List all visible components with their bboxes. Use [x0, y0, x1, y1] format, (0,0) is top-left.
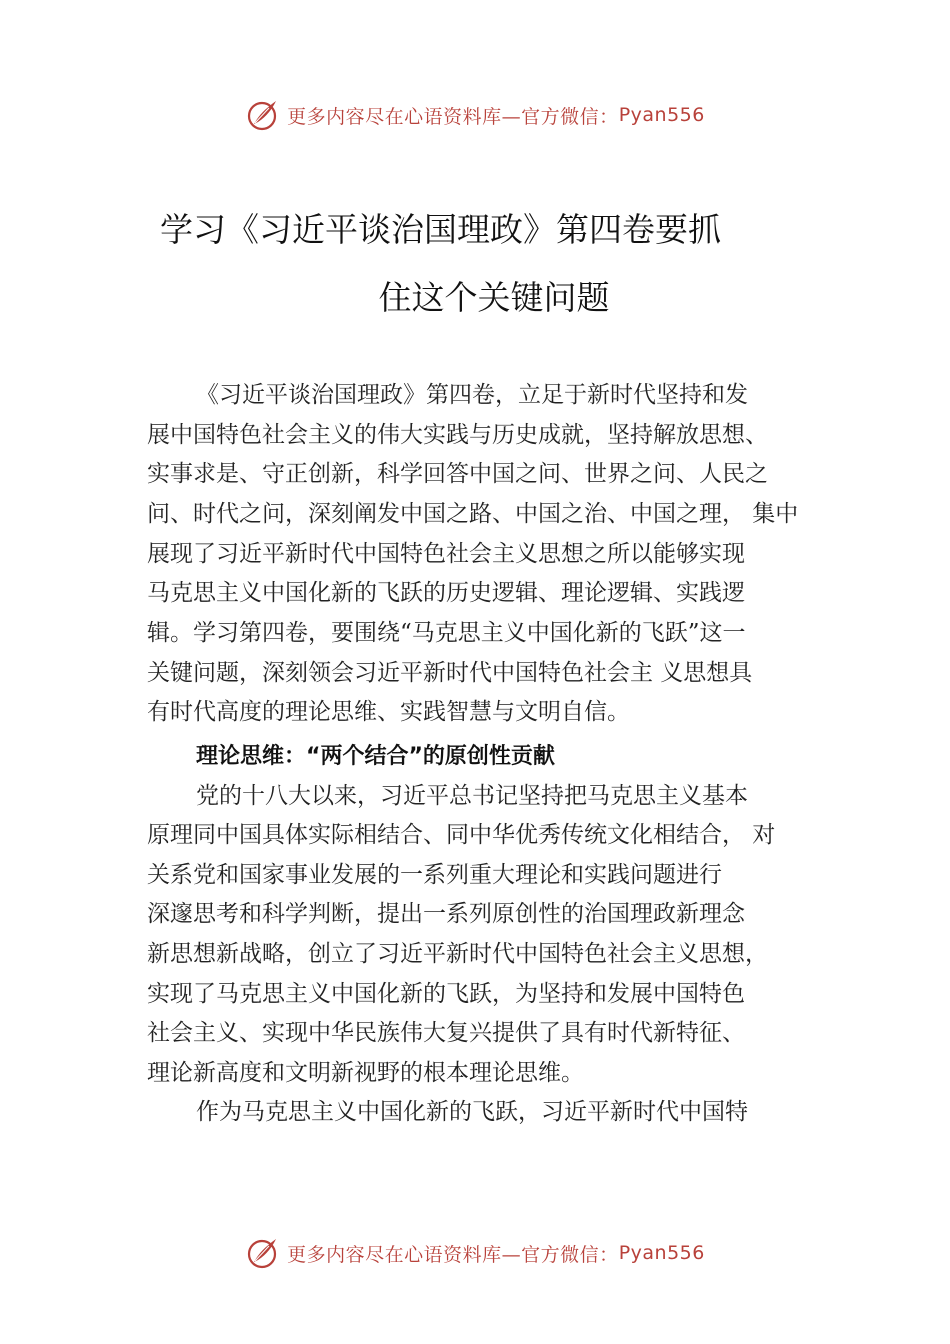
- footer-banner: [0, 1233, 950, 1273]
- paragraph-1-line: 问、时代之问，深刻阐发中国之路、中国之治、中国之理， 集中: [147, 501, 799, 527]
- paragraph-1-line: 有时代高度的理论思维、实践智慧与文明自信。: [147, 699, 630, 725]
- paragraph-1-line: 辑。学习第四卷，要围绕“马克思主义中国化新的飞跃”这一: [147, 620, 746, 646]
- header-banner: [0, 95, 950, 135]
- paragraph-3-line: 作为马克思主义中国化新的飞跃，习近平新时代中国特: [196, 1099, 748, 1125]
- section-heading: 理论思维：“两个结合”的原创性贡献: [196, 744, 555, 769]
- paragraph-2-line: 新思想新战略，创立了习近平新时代中国特色社会主义思想，: [147, 941, 768, 967]
- paragraph-1-line: 展现了习近平新时代中国特色社会主义思想之所以能够实现: [147, 541, 745, 567]
- banner-wechat-id: Pyan556: [618, 1242, 705, 1264]
- banner-text: 更多内容尽在心语资料库—: [287, 105, 522, 128]
- paragraph-1-line: 关键问题，深刻领会习近平新时代中国特色社会主 义思想具: [147, 660, 753, 686]
- banner-wechat-label: 官方微信：: [521, 105, 619, 128]
- document-title-line-2: 住这个关键问题: [378, 278, 610, 317]
- banner-wechat-label: 官方微信：: [521, 1243, 619, 1266]
- document-title-line-1: 学习《习近平谈治国理政》第四卷要抓: [160, 210, 721, 249]
- paragraph-1-line: 马克思主义中国化新的飞跃的历史逻辑、理论逻辑、实践逻: [147, 580, 745, 606]
- banner-wechat-id: Pyan556: [618, 104, 705, 126]
- paragraph-2-line: 党的十八大以来，习近平总书记坚持把马克思主义基本: [196, 783, 748, 809]
- paragraph-1-line: 《习近平谈治国理政》第四卷，立足于新时代坚持和发: [196, 382, 748, 408]
- paragraph-1-line: 实事求是、守正创新，科学回答中国之问、世界之问、人民之: [147, 461, 768, 487]
- feather-pen-logo-icon: [245, 1235, 281, 1271]
- banner-text: 更多内容尽在心语资料库—: [287, 1243, 522, 1266]
- paragraph-2-line: 原理同中国具体实际相结合、同中华优秀传统文化相结合， 对: [147, 822, 776, 848]
- paragraph-2-line: 深邃思考和科学判断，提出一系列原创性的治国理政新理念: [147, 901, 745, 927]
- paragraph-2-line: 社会主义、实现中华民族伟大复兴提供了具有时代新特征、: [147, 1020, 745, 1046]
- paragraph-2-line: 实现了马克思主义中国化新的飞跃，为坚持和发展中国特色: [147, 981, 745, 1007]
- paragraph-2-line: 理论新高度和文明新视野的根本理论思维。: [147, 1060, 584, 1086]
- paragraph-1-line: 展中国特色社会主义的伟大实践与历史成就，坚持解放思想、: [147, 422, 768, 448]
- feather-pen-logo-icon: [245, 97, 281, 133]
- paragraph-2-line: 关系党和国家事业发展的一系列重大理论和实践问题进行: [147, 862, 722, 888]
